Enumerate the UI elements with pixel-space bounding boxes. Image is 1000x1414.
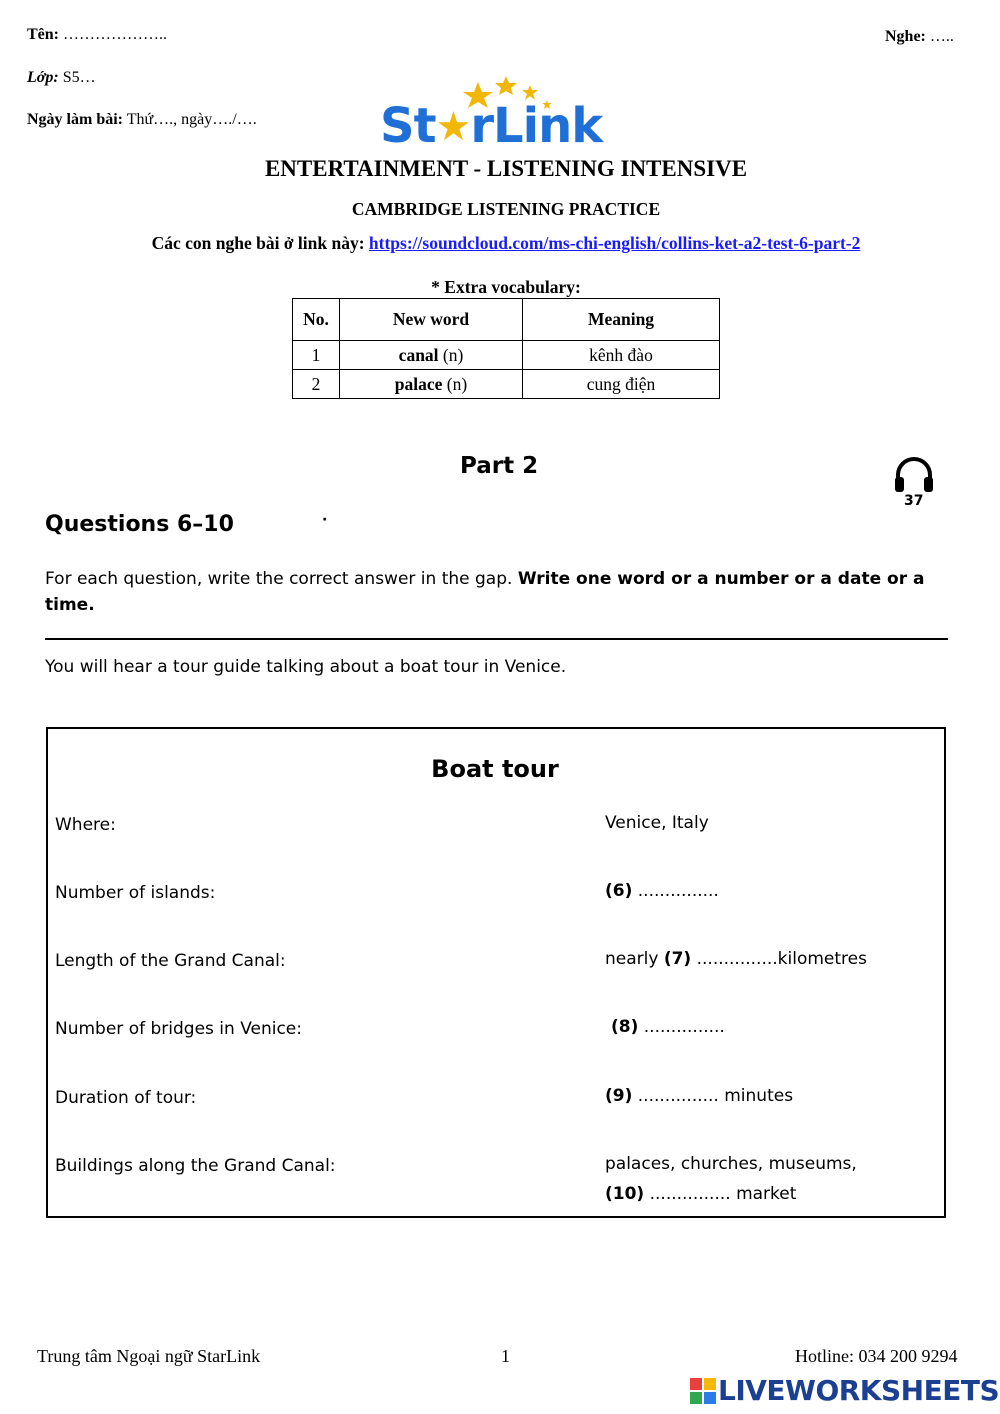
answer-prefix: nearly [605, 949, 664, 969]
vocab-meaning: kênh đào [523, 341, 720, 370]
answer-blank[interactable]: ............... minutes [632, 1086, 794, 1106]
row-value: palaces, churches, museums, [605, 1154, 857, 1174]
vocab-header-row [293, 299, 720, 341]
answer-blank[interactable]: ...............kilometres [691, 949, 867, 969]
date-field [27, 111, 257, 129]
date-label: Ngày làm bài: [27, 111, 123, 128]
track-number: 37 [904, 493, 924, 509]
answer-7-line[interactable] [605, 949, 867, 969]
vocab-col-word: New word [340, 299, 523, 341]
liveworksheets-icon [690, 1378, 716, 1404]
vocab-pos: (n) [442, 344, 464, 365]
footer-hotline: Hotline: 034 200 9294 [795, 1346, 958, 1366]
row-label: Duration of tour: [55, 1088, 197, 1108]
vocab-meaning: cung điện [523, 370, 720, 399]
class-field [27, 69, 96, 87]
page-title: ENTERTAINMENT - LISTENING INTENSIVE [264, 156, 748, 181]
question-number: (7) [663, 949, 692, 969]
name-label: Tên: [27, 26, 59, 43]
answer-9-line[interactable] [605, 1086, 793, 1106]
vocab-word: canal [398, 344, 439, 365]
instructions [45, 566, 935, 618]
date-value: Thứ…., ngày…./…. [126, 111, 257, 128]
logo-text-start: St [380, 98, 436, 154]
vocab-word: palace [394, 373, 443, 394]
vocab-col-no: No. [293, 299, 340, 341]
part-title: Part 2 [460, 453, 539, 479]
liveworksheets-wordmark: LIVEWORKSHEETS [718, 1374, 1000, 1407]
listening-context: You will hear a tour guide talking about a boat tour in Venice. [45, 657, 567, 677]
soundcloud-link[interactable]: https://soundcloud.com/ms-chi-english/collins-ket-a2-test-6-part-2 [368, 233, 861, 253]
answer-blank[interactable]: ............... [632, 881, 719, 901]
answer-blank[interactable]: ............... [638, 1017, 725, 1037]
answer-8-line[interactable] [611, 1017, 725, 1037]
vocab-word-cell [340, 370, 523, 399]
vocab-heading: * Extra vocabulary: [431, 277, 581, 297]
answer-blank[interactable]: ............... market [644, 1184, 797, 1204]
page-subtitle: CAMBRIDGE LISTENING PRACTICE [351, 199, 661, 219]
logo-wordmark [380, 98, 602, 154]
instruction-emphasis: Write one word or a number or a date or a time. [45, 569, 925, 615]
starlink-logo [378, 70, 628, 154]
answer-10-line[interactable] [605, 1184, 796, 1204]
page-number: 1 [501, 1346, 510, 1366]
link-prompt: Các con nghe bài ở link này: [151, 233, 365, 253]
vocab-col-meaning: Meaning [523, 299, 720, 341]
logo-text-end: rLink [470, 98, 603, 154]
vocab-row [293, 341, 720, 370]
row-label: Length of the Grand Canal: [55, 951, 286, 971]
row-label: Number of islands: [55, 883, 216, 903]
row-label: Where: [55, 815, 116, 835]
boat-tour-title: Boat tour [431, 755, 559, 783]
vocab-no: 1 [293, 341, 340, 370]
row-label: Buildings along the Grand Canal: [55, 1156, 336, 1176]
score-label: Nghe: [885, 28, 926, 45]
stray-dot: · [322, 512, 328, 528]
footer-center-name: Trung tâm Ngoại ngữ StarLink [37, 1346, 261, 1366]
vocab-word-cell [340, 341, 523, 370]
headphones-icon [892, 455, 936, 495]
boat-tour-box [46, 727, 946, 1218]
name-value: ……………….. [63, 26, 167, 43]
score-field [885, 28, 954, 46]
question-number: (6) [605, 881, 633, 901]
liveworksheets-logo [690, 1374, 1000, 1408]
class-value: S5… [62, 69, 96, 86]
logo-star-icon: ★ [435, 104, 471, 150]
question-number: (10) [605, 1184, 645, 1204]
vocab-pos: (n) [446, 373, 468, 394]
vocab-no: 2 [293, 370, 340, 399]
divider [45, 638, 948, 640]
vocab-table [292, 298, 720, 399]
row-value: Venice, Italy [605, 813, 709, 833]
link-line [0, 233, 1000, 254]
name-field [27, 26, 167, 44]
question-number: (9) [605, 1086, 633, 1106]
audio-track [892, 455, 936, 511]
score-value: ….. [929, 28, 954, 45]
class-label: Lớp: [27, 69, 59, 86]
vocab-row [293, 370, 720, 399]
answer-6-line[interactable] [605, 881, 719, 901]
questions-heading: Questions 6–10 [45, 512, 234, 537]
row-label: Number of bridges in Venice: [55, 1019, 302, 1039]
question-number: (8) [611, 1017, 639, 1037]
instruction-text: For each question, write the correct answer in the gap. [45, 569, 518, 589]
